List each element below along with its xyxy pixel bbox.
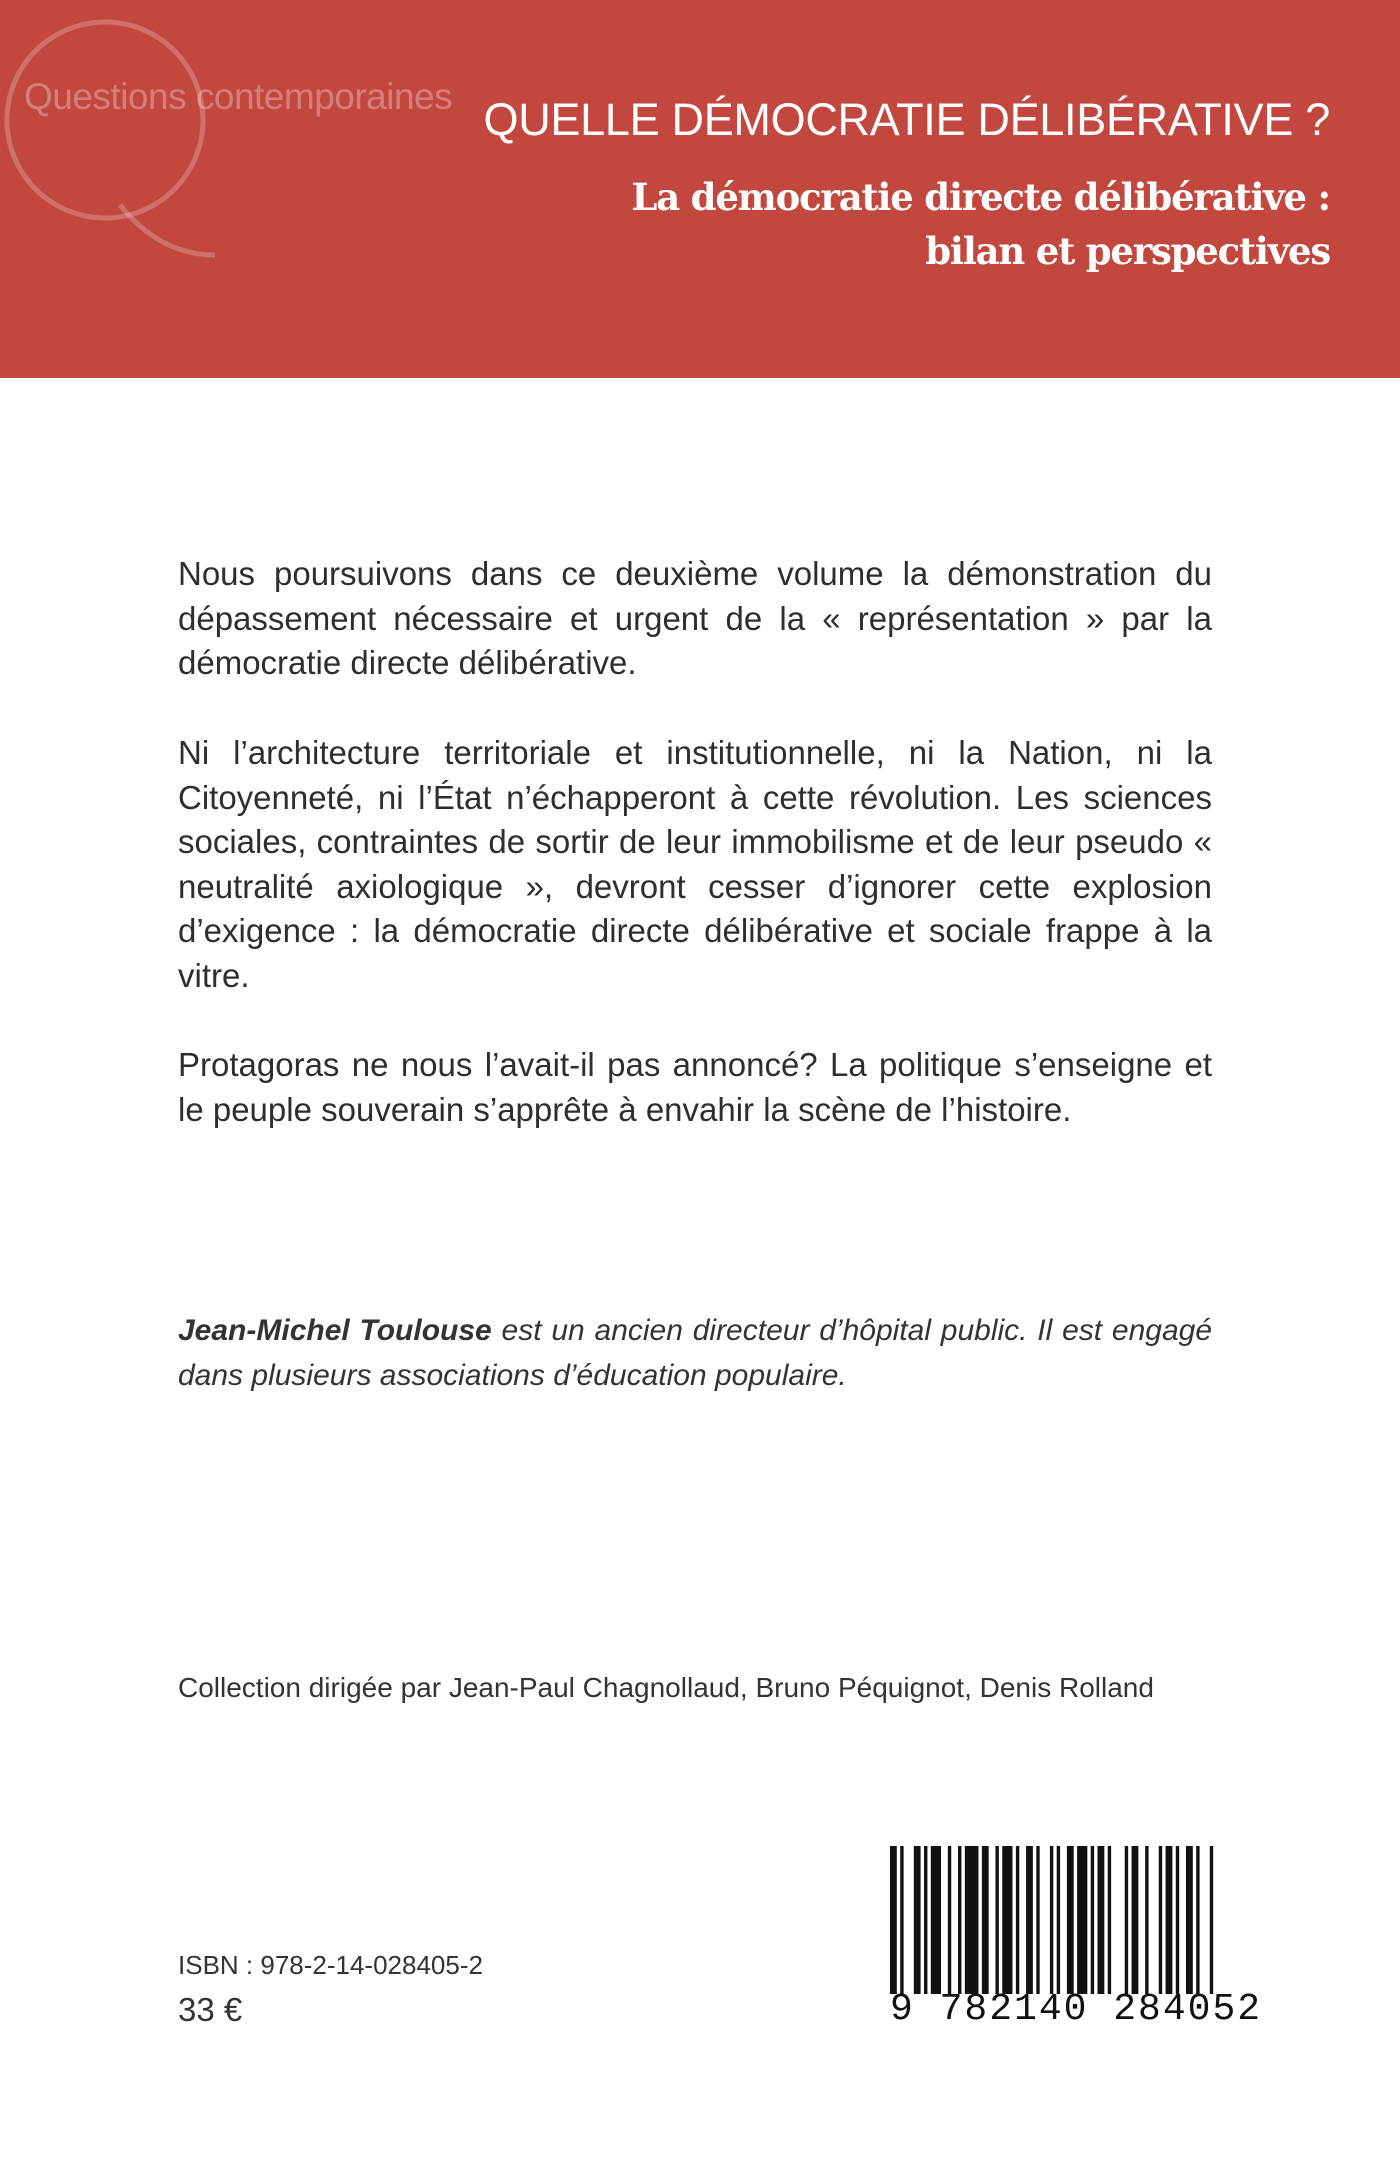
barcode-bar: [1016, 1846, 1019, 1994]
blurb-paragraph-3: Protagoras ne nous l’avait-il pas annoncé? La politique s’enseigne et le peuple souverain s’apprête à envahir la scène de l’histoire.: [178, 1046, 1212, 1128]
barcode-bar: [1050, 1846, 1053, 1994]
barcode-bar: [1002, 1846, 1012, 1994]
q-logo-icon: [0, 0, 230, 270]
barcode-bar: [982, 1846, 989, 1994]
barcode-bar: [1077, 1846, 1087, 1994]
price: 33 €: [178, 1991, 243, 2028]
barcode-bar: [1176, 1846, 1179, 1994]
barcode: [890, 1846, 1263, 2031]
barcode-bar: [1098, 1846, 1105, 1994]
barcode-bar: [958, 1846, 961, 1994]
barcode-bar: [890, 1846, 897, 1994]
collection-credits: Collection dirigée par Jean-Paul Chagnollaud, Bruno Péquignot, Denis Rolland: [178, 1672, 1154, 1703]
barcode-bar: [1186, 1846, 1193, 1994]
barcode-bar: [1166, 1846, 1173, 1994]
barcode-bar: [1125, 1846, 1128, 1994]
author-bio: [178, 1309, 1212, 1398]
subtitle-line-1: La démocratie directe délibérative :: [631, 175, 1330, 219]
barcode-bar: [1108, 1846, 1111, 1994]
barcode-bar: [1067, 1846, 1074, 1994]
barcode-bar: [1196, 1846, 1199, 1994]
author-bio-text: est un ancien directeur d’hôpital public. Il est engagé dans plusieurs associations d’éducation populaire.: [178, 1314, 1213, 1392]
barcode-bar: [900, 1846, 903, 1994]
blurb-paragraph-2: Ni l’architecture territoriale et institutionnelle, ni la Nation, ni la Citoyenneté, ni l’État n’échapperont à cette révolution. Les sciences sociales, contraintes de sortir de leur immobilisme et de leur pseudo « neutralité axiologique », devront cesser d’ignorer cette explosion d’exigence : la démocratie directe délibérative et sociale frappe à la vitre.: [178, 734, 1212, 994]
barcode-bar: [1210, 1846, 1213, 1994]
header-band: [0, 0, 1400, 378]
subtitle-line-2: bilan et perspectives: [925, 229, 1330, 273]
blurb-paragraph-1: Nous poursuivons dans ce deuxième volume la démonstration du dépassement nécessaire et urgent de la « représentation » par la démocratie directe délibérative.: [178, 555, 1212, 681]
isbn-number: ISBN : 978-2-14-028405-2: [178, 1950, 483, 1980]
book-subtitle: [631, 170, 1330, 278]
barcode-bar: [995, 1846, 998, 1994]
series-name: Questions contemporaines: [24, 76, 453, 117]
barcode-bar: [948, 1846, 951, 1994]
barcode-bar: [1159, 1846, 1162, 1994]
barcode-bar: [924, 1846, 927, 1994]
book-title: QUELLE DÉMOCRATIE DÉLIBÉRATIVE ?: [483, 94, 1330, 145]
barcode-bar: [1132, 1846, 1139, 1994]
barcode-bar: [1057, 1846, 1060, 1994]
barcode-bar: [914, 1846, 921, 1994]
barcode-bar: [1091, 1846, 1094, 1994]
barcode-bar: [1036, 1846, 1039, 1994]
barcode-bar: [931, 1846, 941, 1994]
author-name: Jean-Michel Toulouse: [178, 1314, 492, 1347]
barcode-digits: 9 782140 284052: [890, 1988, 1263, 2031]
barcode-bar: [1145, 1846, 1148, 1994]
barcode-bar: [965, 1846, 979, 1994]
barcode-bars-icon: [890, 1846, 1220, 1994]
barcode-bar: [1026, 1846, 1033, 1994]
